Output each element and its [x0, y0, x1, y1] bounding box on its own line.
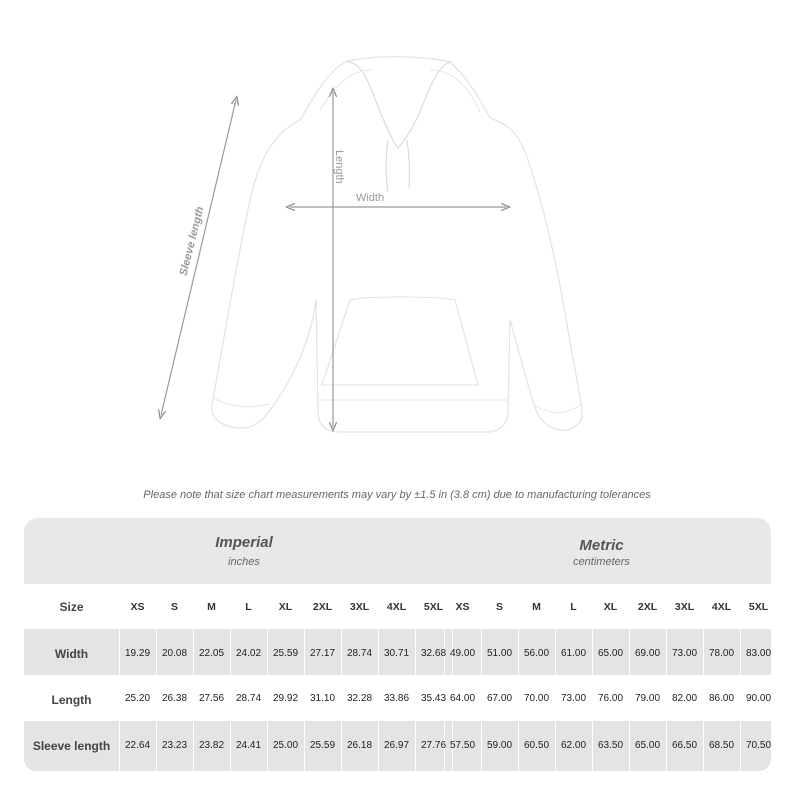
metric-value-cell: 57.50	[449, 740, 476, 751]
imperial-size-header: 5XL	[423, 601, 444, 613]
metric-size-header: 5XL	[748, 601, 769, 613]
measurement-note: Please note that size chart measurements may vary by ±1.5 in (3.8 cm) due to manufacturing tolerances	[143, 489, 651, 501]
metric-value-cell: 69.00	[634, 648, 661, 659]
imperial-value-cell: 25.59	[309, 740, 336, 751]
metric-value-cell: 70.00	[523, 693, 550, 704]
imperial-size-header: M	[207, 601, 216, 613]
size-header-label: Size	[59, 600, 84, 614]
metric-value-cell: 63.50	[597, 740, 624, 751]
metric-value-cell: 64.00	[449, 693, 476, 704]
metric-size-header: 3XL	[674, 601, 695, 613]
imperial-value-cell: 31.10	[309, 693, 336, 704]
metric-value-cell: 56.00	[523, 648, 550, 659]
imperial-value-cell: 26.18	[346, 740, 373, 751]
imperial-value-cell: 32.68	[420, 648, 447, 659]
imperial-value-cell: 27.76	[420, 740, 447, 751]
metric-value-cell: 79.00	[634, 693, 661, 704]
metric-value-cell: 86.00	[708, 693, 735, 704]
imperial-value-cell: 33.86	[383, 693, 410, 704]
metric-value-cell: 51.00	[486, 648, 513, 659]
imperial-size-header: 3XL	[349, 601, 370, 613]
imperial-value-cell: 26.97	[383, 740, 410, 751]
imperial-size-header: S	[170, 601, 178, 613]
metric-value-cell: 65.00	[597, 648, 624, 659]
imperial-size-header: L	[245, 601, 252, 613]
metric-value-cell: 59.00	[486, 740, 513, 751]
length-label: Length	[333, 150, 345, 184]
imperial-value-cell: 28.74	[346, 648, 373, 659]
metric-size-header: 2XL	[637, 601, 658, 613]
metric-title: Metric	[579, 537, 624, 554]
metric-value-cell: 61.00	[560, 648, 587, 659]
width-label: Width	[355, 192, 385, 204]
imperial-value-cell: 22.64	[124, 740, 151, 751]
metric-size-header: M	[532, 601, 541, 613]
imperial-size-header: 4XL	[386, 601, 407, 613]
imperial-value-cell: 19.29	[124, 648, 151, 659]
metric-value-cell: 60.50	[523, 740, 550, 751]
imperial-value-cell: 25.20	[124, 693, 151, 704]
metric-unit: centimeters	[573, 556, 630, 568]
metric-value-cell: 83.00	[745, 648, 772, 659]
metric-size-header: S	[495, 601, 503, 613]
metric-value-cell: 68.50	[708, 740, 735, 751]
imperial-value-cell: 22.05	[198, 648, 225, 659]
metric-value-cell: 66.50	[671, 740, 698, 751]
imperial-value-cell: 25.00	[272, 740, 299, 751]
imperial-value-cell: 30.71	[383, 648, 410, 659]
imperial-value-cell: 27.17	[309, 648, 336, 659]
metric-value-cell: 65.00	[634, 740, 661, 751]
imperial-size-header: XL	[278, 601, 293, 613]
imperial-unit: inches	[228, 556, 260, 568]
imperial-value-cell: 28.74	[235, 693, 262, 704]
metric-value-cell: 73.00	[560, 693, 587, 704]
imperial-title: Imperial	[215, 534, 273, 551]
metric-value-cell: 82.00	[671, 693, 698, 704]
metric-size-header: 4XL	[711, 601, 732, 613]
metric-value-cell: 70.50	[745, 740, 772, 751]
imperial-value-cell: 27.56	[198, 693, 225, 704]
metric-size-header: XS	[455, 601, 470, 613]
metric-value-cell: 67.00	[486, 693, 513, 704]
sleeve-label: Sleeve length	[177, 205, 207, 278]
imperial-value-cell: 29.92	[272, 693, 299, 704]
metric-size-header: XL	[603, 601, 618, 613]
imperial-size-header: 2XL	[312, 601, 333, 613]
metric-value-cell: 90.00	[745, 693, 772, 704]
metric-value-cell: 76.00	[597, 693, 624, 704]
imperial-value-cell: 32.28	[346, 693, 373, 704]
imperial-size-header: XS	[130, 601, 145, 613]
imperial-value-cell: 24.41	[235, 740, 262, 751]
imperial-value-cell: 25.59	[272, 648, 299, 659]
metric-value-cell: 73.00	[671, 648, 698, 659]
row-label: Sleeve length	[32, 739, 111, 753]
size-chart-table	[24, 518, 771, 771]
column-divider	[777, 584, 778, 771]
imperial-value-cell: 23.23	[161, 740, 188, 751]
metric-value-cell: 62.00	[560, 740, 587, 751]
imperial-value-cell: 26.38	[161, 693, 188, 704]
imperial-value-cell: 24.02	[235, 648, 262, 659]
metric-size-header: L	[570, 601, 577, 613]
imperial-value-cell: 20.08	[161, 648, 188, 659]
row-label: Length	[51, 693, 92, 707]
metric-value-cell: 78.00	[708, 648, 735, 659]
row-label: Width	[54, 647, 89, 661]
imperial-value-cell: 35.43	[420, 693, 447, 704]
imperial-value-cell: 23.82	[198, 740, 225, 751]
metric-value-cell: 49.00	[449, 648, 476, 659]
hoodie-image	[212, 57, 582, 432]
